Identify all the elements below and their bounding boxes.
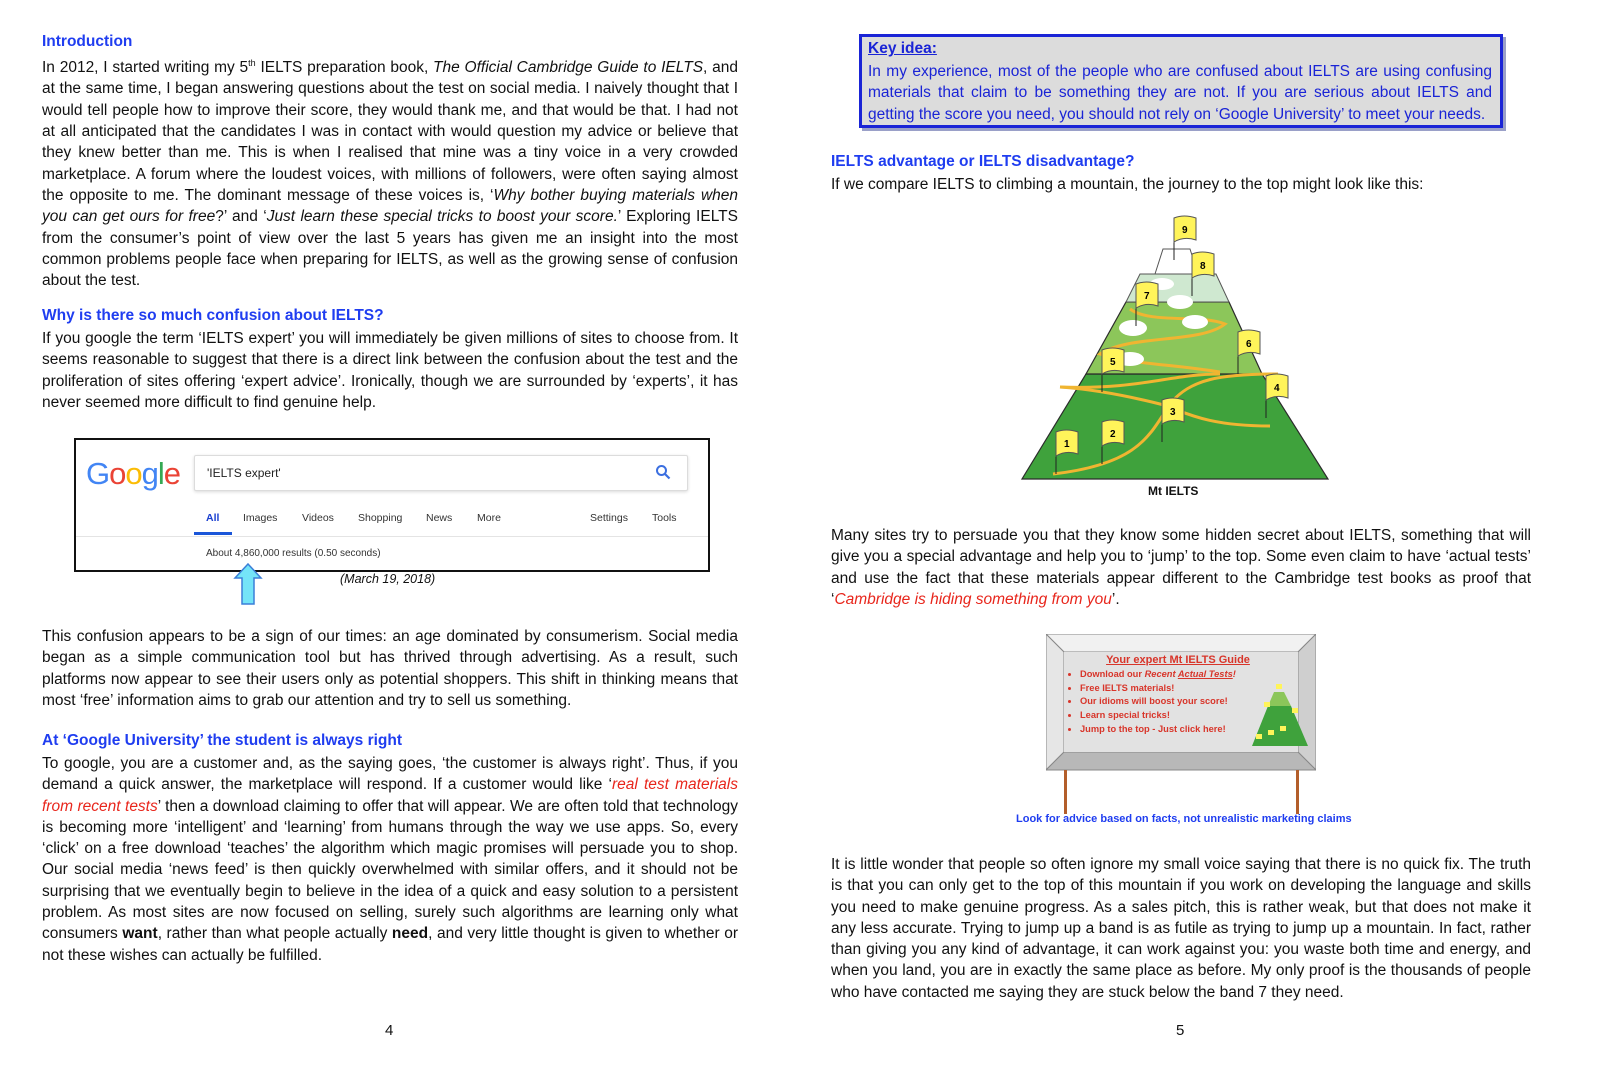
google-university-paragraph: To google, you are a customer and, as the saying goes, ‘the customer is always right’. Thus, if you demand a quick answer, the marketplace will respond. If a customer would like ‘real test materials from recent tests’ then a download claiming to offer that will appear. We are often told that technology is becoming more ‘intelligent’ and ‘learning’ from humans through the way we use apps. So, every ‘click’ on a free download ‘teaches’ the algorithm which magic promises will persuade you to shop. Our social media ‘news feed’ is then quickly overwhelmed with similar offers, and it should not be surprising that we eventually begin to believe in the idea of a quick and easy solution to a persistent problem. As most sites are now focused on selling, surely such algorithms are learning only what consumers want, rather than what people actually need, and very little thought is given to whether or not these wishes can actually be fulfilled. (42, 755, 738, 964)
search-icon[interactable] (655, 464, 671, 480)
key-idea-body: In my experience, most of the people who are confused about IELTS are using confusing materials that claim to be something they are not. If you are serious about IELTS and getting the score you need, you should not rely on ‘Google University’ to meet your needs. (868, 63, 1492, 123)
divider (76, 536, 708, 537)
svg-text:1: 1 (1064, 439, 1070, 450)
svg-text:9: 9 (1182, 225, 1188, 236)
active-tab-indicator (194, 532, 232, 535)
billboard-item: • Free IELTS materials! (1080, 682, 1268, 696)
confusion-paragraph: If you google the term ‘IELTS expert’ you will immediately be given millions of sites to choose from. It seems reasonable to suggest that there is a direct link between the confusion about the test and the proliferation of sites offering ‘expert advice’. Ironically, though we are surrounded by ‘experts’, it has never seemed more difficult to find genuine help. (42, 330, 738, 411)
mountain-caption: Mt IELTS (1148, 484, 1199, 498)
page-5 (806, 0, 1612, 1090)
mountain-illustration (1020, 214, 1340, 484)
heading-introduction: Introduction (42, 33, 133, 50)
svg-text:3: 3 (1170, 407, 1176, 418)
tab-shopping[interactable]: Shopping (358, 512, 403, 524)
svg-text:6: 6 (1246, 339, 1252, 350)
page-number: 4 (385, 1022, 394, 1039)
svg-text:8: 8 (1200, 261, 1206, 272)
google-search-screenshot (74, 438, 710, 572)
svg-text:2: 2 (1110, 429, 1116, 440)
tab-tools[interactable]: Tools (652, 512, 677, 524)
heading-confusion: Why is there so much confusion about IELTS? (42, 307, 384, 324)
svg-text:7: 7 (1144, 291, 1150, 302)
final-paragraph: It is little wonder that people so often ignore my small voice saying that there is no quick fix. The truth is that you can only get to the top of this mountain if you work on developing the language and skills you need to make genuine progress. As a sales pitch, this is rather weak, but that does not make it any less accurate. Trying to jump up a band is as futile as trying to jump up a mountain. In fact, rather than giving you any kind of advantage, it can work against you: you waste both time and energy, and when you land, you are in exactly the same place as before. My only proof is the thousands of people who have contacted me saying they are stuck below the band 7 they need. (831, 856, 1531, 1001)
up-arrow-icon (233, 562, 263, 606)
google-logo: Google (86, 456, 181, 491)
results-count: About 4,860,000 results (0.50 seconds) (206, 548, 381, 559)
billboard-text (1068, 654, 1268, 737)
search-input[interactable] (194, 455, 688, 491)
key-idea-title: Key idea: (868, 40, 937, 57)
tab-more[interactable]: More (477, 512, 501, 524)
billboard-item: • Learn special tricks! (1080, 709, 1268, 723)
screenshot-date: (March 19, 2018) (340, 572, 436, 586)
heading-advantage: IELTS advantage or IELTS disadvantage? (831, 153, 1135, 170)
tab-news[interactable]: News (426, 512, 453, 524)
intro-paragraph: In 2012, I started writing my 5th IELTS preparation book, The Official Cambridge Guide to IELTS, and at the same time, I began answering questions about the test on social media. I naively thought that I would tell people how to improve their score, they would thank me, and that would be that. I had not at all anticipated that the candidates I was in contact with would question my advice or believe that they knew better than me. This is when I realised that mine was a tiny voice in a very crowded marketplace. A forum where the loudest voices, with millions of followers, were often saying almost the opposite to me. The dominant message of these voices is, ‘Why bother buying materials when you can get ours for free?’ and ‘Just learn these special tricks to boost your score.’ Exploring IELTS from the consumer’s point of view over the last 5 years has given me an insight into the most common problems people face when preparing for IELTS, as well as the growing sense of confusion about the test. (42, 58, 738, 290)
tab-all[interactable]: All (206, 512, 220, 524)
svg-text:4: 4 (1274, 383, 1280, 394)
billboard-illustration (1046, 634, 1316, 770)
svg-text:5: 5 (1110, 357, 1116, 368)
billboard-item: • Download our Recent Actual Tests! (1080, 668, 1268, 682)
key-idea-box (859, 34, 1503, 128)
billboard-item: • Jump to the top - Just click here! (1080, 723, 1268, 737)
advantage-intro: If we compare IELTS to climbing a mountain, the journey to the top might look like this: (831, 176, 1424, 193)
tab-settings[interactable]: Settings (590, 512, 628, 524)
tab-videos[interactable]: Videos (302, 512, 334, 524)
page-number: 5 (1176, 1022, 1185, 1039)
billboard-caption: Look for advice based on facts, not unrealistic marketing claims (1016, 813, 1352, 825)
search-query: 'IELTS expert' (207, 466, 281, 480)
consumerism-paragraph: This confusion appears to be a sign of our times: an age dominated by consumerism. Social media began as a simple communication tool but has thrived through advertising. As a result, such platforms now appear to see their users only as potential shoppers. This shift in thinking means that most ‘free’ information aims to grab our attention and try to sell us something. (42, 628, 738, 709)
book-title: The Official Cambridge Guide to IELTS (433, 59, 704, 77)
billboard-item: • Our idioms will boost your score! (1080, 695, 1268, 709)
tab-images[interactable]: Images (243, 512, 278, 524)
heading-google-university: At ‘Google University’ the student is always right (42, 732, 403, 749)
billboard-title: Your expert Mt IELTS Guide (1106, 654, 1250, 666)
sites-paragraph: Many sites try to persuade you that they know some hidden secret about IELTS, something that will give you a special advantage and help you to ‘jump’ to the top. Some even claim to have ‘actual tests’ and use the fact that these materials appear different to the Cambridge test books as proof that ‘Cambridge is hiding something from you’. (831, 527, 1531, 608)
